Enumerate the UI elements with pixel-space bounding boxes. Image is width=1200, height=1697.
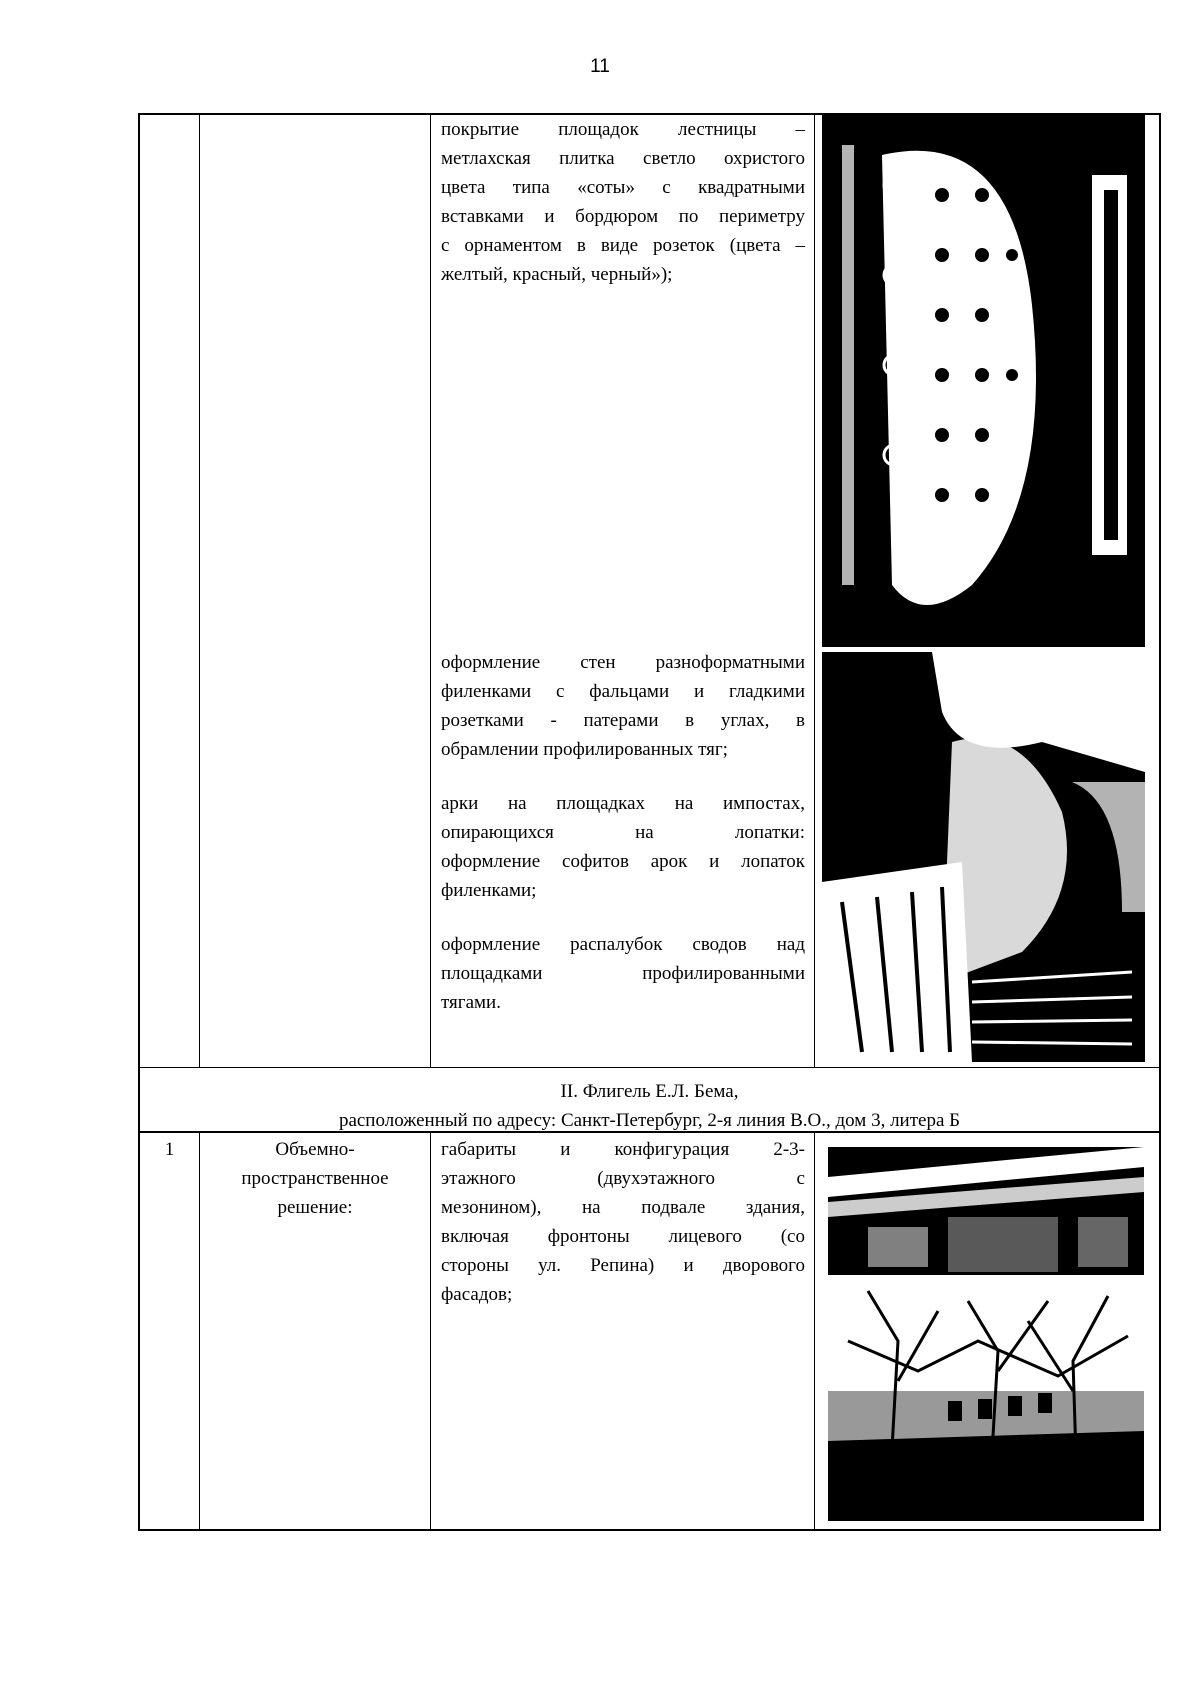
table-border-left: [138, 113, 140, 1531]
stairs-arches-description: [441, 789, 805, 905]
text-line: этажного (двухэтажного с: [441, 1168, 805, 1189]
text-line: мезонином), на подвале здания,: [441, 1197, 805, 1218]
subject-table: [138, 113, 1161, 1531]
text-line: с орнаментом в виде розеток (цвета –: [441, 235, 805, 256]
grid-line: [138, 1067, 1161, 1068]
section-title-address: расположенный по адресу: Санкт-Петербург, 2-я линия В.О., дом 3, литера Б: [338, 1110, 961, 1131]
text-line: оформление софитов арок и лопаток: [441, 851, 805, 872]
text-line: желтый, красный, черный»);: [441, 264, 673, 285]
grid-line: [430, 113, 431, 1067]
text-line: метлахская плитка светло охристого: [441, 148, 805, 169]
stair-floor-photo: [822, 115, 1145, 647]
building-roof-photo: [828, 1147, 1144, 1275]
row-number: 1: [164, 1139, 175, 1160]
text-line: фасадов;: [441, 1284, 513, 1305]
grid-line: [814, 113, 815, 1067]
text-line: стороны ул. Репина) и дворового: [441, 1255, 805, 1276]
subject-description: [441, 1135, 805, 1309]
subject-name: [200, 1135, 430, 1222]
text-line: филенками;: [441, 880, 537, 901]
section-title: [138, 1077, 1161, 1135]
grid-line: [430, 1132, 431, 1531]
text-line: цвета типа «соты» с квадратными: [441, 177, 805, 198]
grid-line: [199, 113, 200, 1067]
stairs-walls-description: [441, 648, 805, 764]
stairs-vaults-description: [441, 930, 805, 1017]
building-facade-photo: [828, 1281, 1144, 1521]
section-title-line: II. Флигель Е.Л. Бема,: [560, 1081, 739, 1102]
text-line: оформление стен разноформатными: [441, 652, 805, 673]
text-line: решение:: [277, 1197, 353, 1218]
staircase-photo: [822, 652, 1145, 1062]
text-line: филенками с фальцами и гладкими: [441, 681, 805, 702]
stairs-floor-description: [441, 115, 805, 289]
text-line: включая фронтоны лицевого (со: [441, 1226, 805, 1247]
text-line: тягами.: [441, 992, 501, 1013]
grid-line: [814, 1132, 815, 1531]
text-line: арки на площадках на импостах,: [441, 793, 805, 814]
table-border-right: [1159, 113, 1161, 1531]
text-line: оформление распалубок сводов над: [441, 934, 805, 955]
text-line: покрытие площадок лестницы –: [441, 119, 805, 140]
text-line: вставками и бордюром по периметру: [441, 206, 805, 227]
text-line: площадками профилированными: [441, 963, 805, 984]
text-line: пространственное: [241, 1168, 389, 1189]
text-line: розетками - патерами в углах, в: [441, 710, 805, 731]
page-number: 11: [590, 56, 610, 77]
text-line: Объемно-: [275, 1139, 355, 1160]
text-line: обрамлении профилированных тяг;: [441, 739, 728, 760]
text-line: габариты и конфигурация 2-3-: [441, 1139, 805, 1160]
table-border-bottom: [138, 1529, 1161, 1531]
text-line: опирающихся на лопатки:: [441, 822, 805, 843]
